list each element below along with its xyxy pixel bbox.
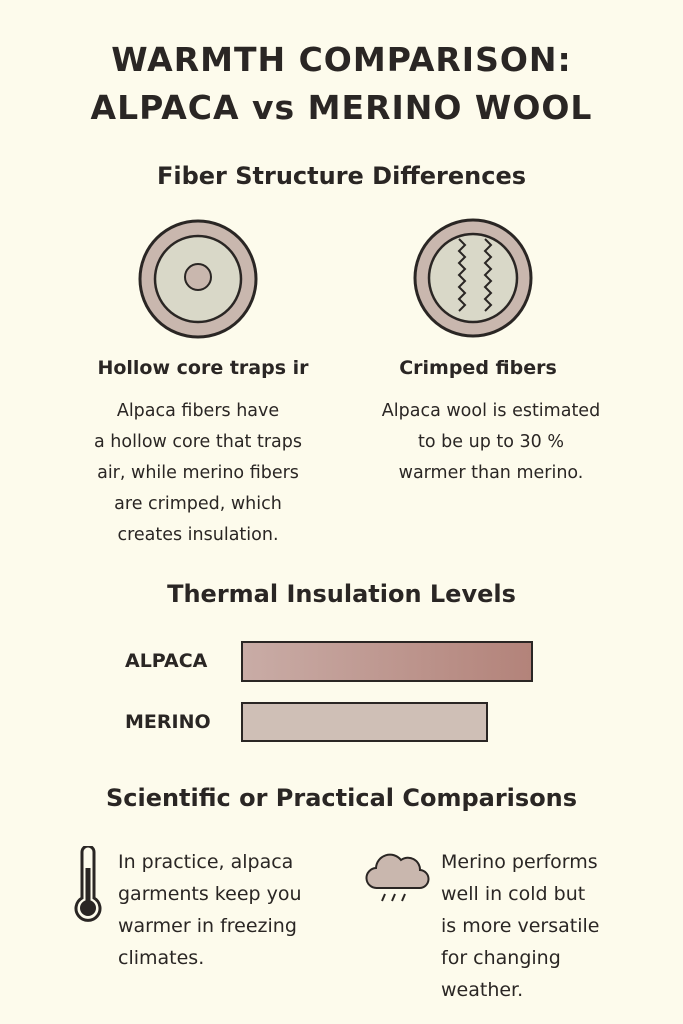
- text-line: Merino performs: [441, 851, 598, 873]
- desc-line: air, while merino fibers: [97, 463, 299, 483]
- text-line: In practice, alpaca: [118, 851, 294, 873]
- merino-bar-label: MERINO: [125, 711, 211, 733]
- crimped-fiber-icon: [412, 217, 534, 339]
- page-title: [0, 36, 683, 132]
- title-line-1: WARMTH COMPARISON:: [111, 40, 572, 79]
- desc-line: a hollow core that traps: [94, 432, 302, 452]
- versatility-text: [441, 846, 641, 1006]
- desc-line: are crimped, which: [114, 494, 282, 514]
- rain-cloud-icon: [365, 848, 431, 908]
- thermometer-icon: [71, 846, 105, 926]
- text-line: well in cold but: [441, 883, 586, 905]
- desc-line: Alpaca wool is estimated: [381, 401, 601, 421]
- desc-line: warmer than merino.: [398, 463, 584, 483]
- crimped-fibers-description: [358, 396, 624, 489]
- comparisons-section-heading: Scientific or Practical Comparisons: [105, 784, 578, 812]
- text-line: climates.: [118, 947, 205, 969]
- title-line-2: ALPACA vs MERINO WOOL: [90, 88, 593, 127]
- alpaca-insulation-bar: [241, 641, 533, 682]
- text-line: garments keep you: [118, 883, 302, 905]
- desc-line: creates insulation.: [117, 525, 279, 545]
- desc-line: Alpaca fibers have: [116, 401, 280, 421]
- alpaca-bar-label: ALPACA: [125, 650, 208, 672]
- fiber-section-heading: Fiber Structure Differences: [156, 162, 527, 190]
- crimped-fibers-title: Crimped fibers: [399, 357, 557, 379]
- hollow-core-description: [58, 396, 338, 551]
- practice-text: [118, 846, 348, 974]
- desc-line: to be up to 30 %: [418, 432, 564, 452]
- text-line: weather.: [441, 979, 524, 1001]
- text-line: is more versatile: [441, 915, 600, 937]
- hollow-fiber-icon: [137, 218, 259, 340]
- insulation-section-heading: Thermal Insulation Levels: [167, 580, 516, 608]
- text-line: warmer in freezing: [118, 915, 297, 937]
- hollow-core-title: Hollow core traps ir: [97, 357, 309, 379]
- merino-insulation-bar: [241, 702, 488, 742]
- text-line: for changing: [441, 947, 561, 969]
